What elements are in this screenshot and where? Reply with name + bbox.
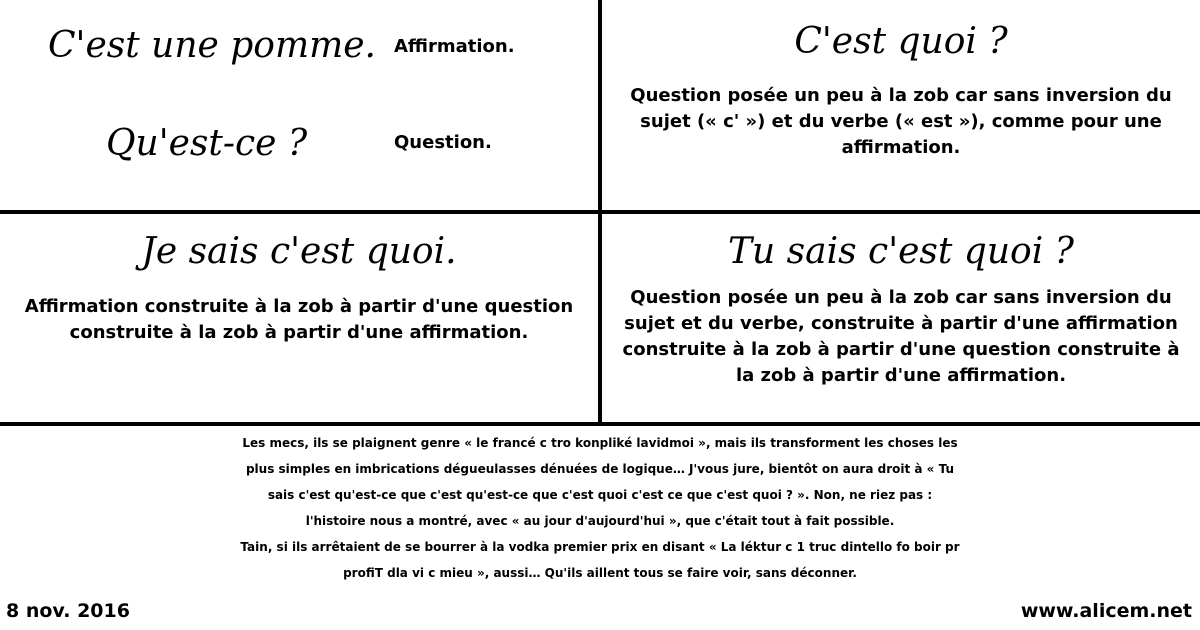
explanation-line: la zob à partir d'une affirmation. <box>735 365 1067 386</box>
phrase-quest-ce: Qu'est-ce ? <box>106 123 308 164</box>
horizontal-divider-bottom <box>0 422 1200 426</box>
phrase-je-sais-cest-quoi: Je sais c'est quoi. <box>141 231 457 272</box>
site-url: www.alicem.net <box>1020 600 1192 622</box>
explanation-line: Question posée un peu à la zob car sans inversion du <box>630 85 1172 106</box>
commentary-line: Les mecs, ils se plaignent genre « le francé c tro konpliké lavidmoi », mais ils transforment les choses les <box>242 436 958 450</box>
horizontal-divider-middle <box>0 210 1200 214</box>
commentary-line: sais c'est qu'est-ce que c'est qu'est-ce que c'est quoi c'est ce que c'est quoi ? ». Non, ne riez pas : <box>267 488 933 502</box>
explanation-line: construite à la zob à partir d'une affirmation. <box>69 322 529 343</box>
explanation-line: Affirmation construite à la zob à partir d'une question <box>24 296 574 317</box>
explanation-line: sujet et du verbe, construite à partir d'une affirmation <box>624 313 1178 334</box>
label-question: Question. <box>394 132 492 153</box>
explanation-line: Question posée un peu à la zob car sans inversion du <box>630 287 1172 308</box>
explanation-bottom-right <box>602 285 1200 389</box>
explanation-line: affirmation. <box>841 137 961 158</box>
commentary-line: profiT dla vi c mieu », aussi… Qu'ils aillent tous se faire voir, sans déconner. <box>343 566 857 580</box>
commentary <box>0 430 1200 586</box>
phrase-tu-sais-cest-quoi: Tu sais c'est quoi ? <box>728 231 1074 272</box>
date-stamp: 8 nov. 2016 <box>6 600 130 622</box>
explanation-top-right <box>602 83 1200 161</box>
explanation-bottom-left <box>0 294 598 346</box>
commentary-line: plus simples en imbrications dégueulasses dénuées de logique… J'vous jure, bientôt on aura droit à « Tu <box>245 462 955 476</box>
phrase-cest-une-pomme: C'est une pomme. <box>48 25 376 66</box>
phrase-cest-quoi: C'est quoi ? <box>794 21 1008 62</box>
label-affirmation: Affirmation. <box>394 36 515 57</box>
commentary-line: l'histoire nous a montré, avec « au jour d'aujourd'hui », que c'était tout à fait possible. <box>305 514 895 528</box>
commentary-line: Tain, si ils arrêtaient de se bourrer à la vodka premier prix en disant « La léktur c 1 truc dintello fo boir pr <box>240 540 960 554</box>
explanation-line: sujet (« c' ») et du verbe (« est »), comme pour une <box>640 111 1162 132</box>
explanation-line: construite à la zob à partir d'une question construite à <box>622 339 1180 360</box>
